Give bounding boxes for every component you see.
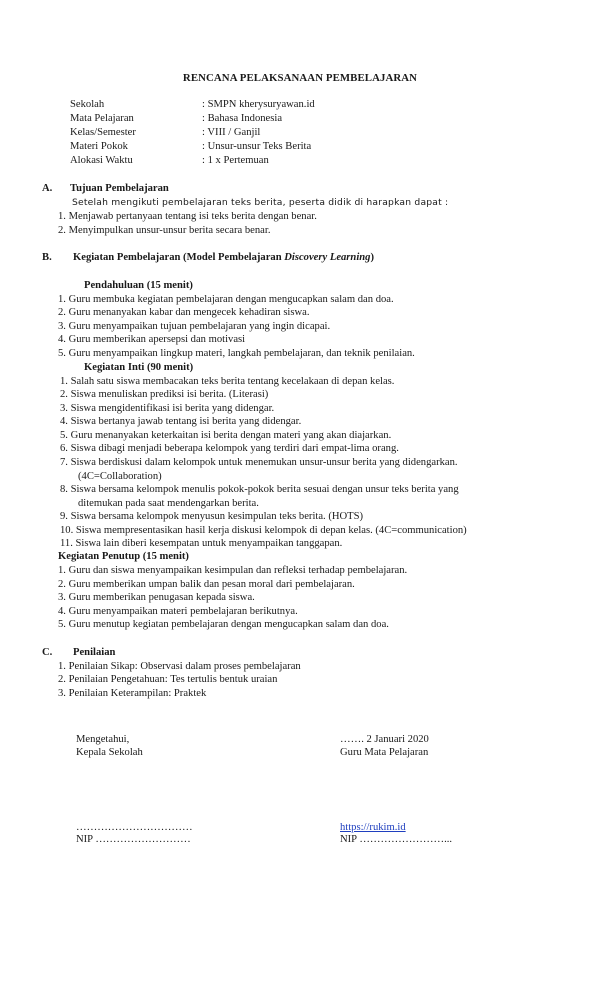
list-item: 6. Siswa dibagi menjadi beberapa kelompok yang terdiri dari empat-lima orang. [60,443,399,454]
rukim-link[interactable]: https://rukim.id [340,822,406,833]
signature-left-line1: Mengetahui, [76,734,130,745]
identity-value-class: : VIII / Ganjil [202,127,261,138]
section-b-letter: B. [42,252,52,263]
section-b-heading-suffix: ) [370,252,374,263]
list-item: 1. Salah satu siswa membacakan teks berita tentang kecelakaan di depan kelas. [60,376,395,387]
identity-label-topic: Materi Pokok [70,141,128,152]
list-item: 2. Menyimpulkan unsur-unsur berita secara benar. [58,225,271,236]
list-item: 10. Siswa mempresentasikan hasil kerja diskusi kelompok di depan kelas. (4C=communication) [60,525,467,536]
list-item: 1. Penilaian Sikap: Observasi dalam proses pembelajaran [58,661,301,672]
list-item: 9. Siswa bersama kelompok menyusun kesimpulan teks berita. (HOTS) [60,511,364,522]
identity-label-school: Sekolah [70,99,105,110]
section-c-letter: C. [42,647,53,658]
list-item: 8. Siswa bersama kelompok menulis pokok-pokok berita sesuai dengan unsur teks berita yang [60,484,459,495]
signature-left-dots: …………………………… [76,822,193,833]
identity-value-topic: : Unsur-unsur Teks Berita [202,141,312,152]
list-item: 5. Guru menyampaikan lingkup materi, langkah pembelajaran, dan teknik penilaian. [58,348,415,359]
list-item: 5. Guru menanyakan keterkaitan isi berita dengan materi yang akan diajarkan. [60,430,392,441]
signature-right-nip: NIP ……………………... [340,834,453,845]
list-item: 5. Guru menutup kegiatan pembelajaran dengan mengucapkan salam dan doa. [58,619,389,630]
list-item-continuation: ditemukan pada saat mendengarkan berita. [78,498,259,509]
identity-label-time: Alokasi Waktu [70,155,133,166]
document-title: RENCANA PELAKSANAAN PEMBELAJARAN [182,72,418,84]
list-item: 2. Guru memberikan umpan balik dan pesan moral dari pembelajaran. [58,579,355,590]
list-item: 1. Guru membuka kegiatan pembelajaran dengan mengucapkan salam dan doa. [58,294,394,305]
list-item-continuation: (4C=Collaboration) [78,471,162,482]
list-item: 4. Siswa bertanya jawab tentang isi berita yang didengar. [60,416,302,427]
section-b-heading-prefix: Kegiatan Pembelajaran (Model Pembelajaran [73,252,285,263]
section-b-heading [73,251,374,265]
section-c-heading: Penilaian [73,647,116,658]
inti-heading: Kegiatan Inti (90 menit) [84,362,194,373]
list-item: 11. Siswa lain diberi kesempatan untuk menyampaikan tanggapan. [60,538,343,549]
penutup-heading: Kegiatan Penutup (15 menit) [58,551,189,562]
signature-right-line2: Guru Mata Pelajaran [340,747,429,758]
list-item: 4. Guru memberikan apersepsi dan motivasi [58,334,246,345]
section-a-letter: A. [42,183,53,194]
signature-left-line2: Kepala Sekolah [76,747,143,758]
signature-left-nip: NIP ……………………… [76,834,191,845]
identity-label-subject: Mata Pelajaran [70,113,134,124]
list-item: 3. Guru memberikan penugasan kepada siswa. [58,592,255,603]
section-a-intro: Setelah mengikuti pembelajaran teks berita, peserta didik di harapkan dapat : [72,197,449,208]
section-a-heading: Tujuan Pembelajaran [70,183,169,194]
list-item: 3. Siswa mengidentifikasi isi berita yang didengar. [60,403,275,414]
identity-value-time: : 1 x Pertemuan [202,155,269,166]
list-item: 7. Siswa berdiskusi dalam kelompok untuk menemukan unsur-unsur berita yang didengarkan. [60,457,458,468]
list-item: 2. Siswa menuliskan prediksi isi berita. (Literasi) [60,389,269,400]
identity-label-class: Kelas/Semester [70,127,136,138]
identity-value-school: : SMPN kherysuryawan.id [202,99,315,110]
list-item: 3. Penilaian Keterampilan: Praktek [58,688,207,699]
pendahuluan-heading: Pendahuluan (15 menit) [84,280,193,291]
section-b-heading-italic: Discovery Learning [284,252,371,263]
list-item: 4. Guru menyampaikan materi pembelajaran berikutnya. [58,606,298,617]
list-item: 1. Menjawab pertanyaan tentang isi teks berita dengan benar. [58,211,317,222]
identity-value-subject: : Bahasa Indonesia [202,113,283,124]
signature-date: ……. 2 Januari 2020 [340,734,429,745]
list-item: 1. Guru dan siswa menyampaikan kesimpulan dan refleksi terhadap pembelajaran. [58,565,408,576]
list-item: 3. Guru menyampaikan tujuan pembelajaran yang ingin dicapai. [58,321,331,332]
list-item: 2. Guru menanyakan kabar dan mengecek kehadiran siswa. [58,307,310,318]
list-item: 2. Penilaian Pengetahuan: Tes tertulis bentuk uraian [58,674,278,685]
